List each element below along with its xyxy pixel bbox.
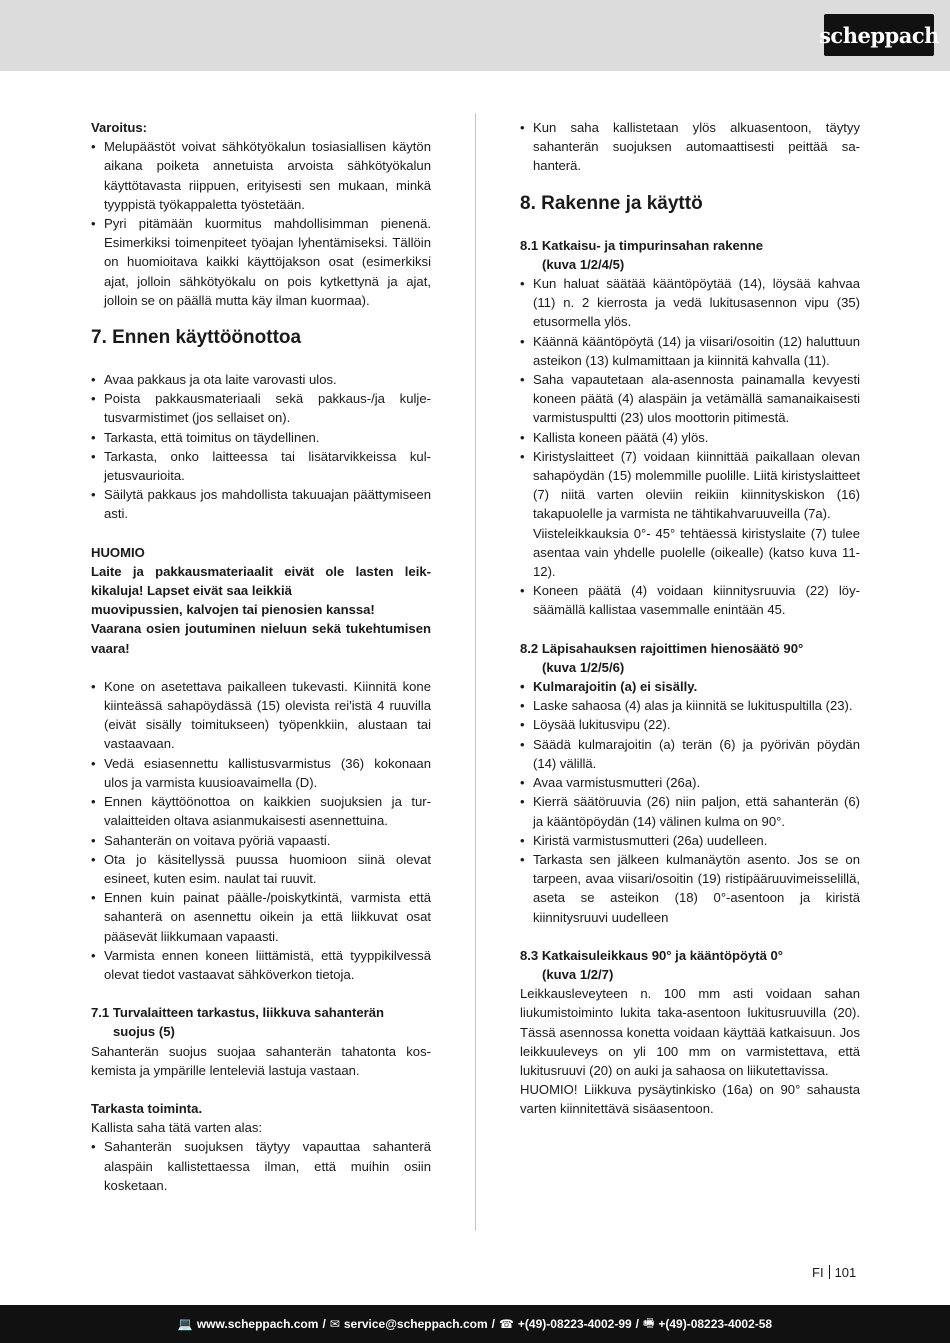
footer-bar: 💻 www.scheppach.com / ✉ service@scheppach.com / ☎ +(49)-08223-4002-99 / 🖷 +(49)-08223-4002-58 — [0, 1305, 950, 1343]
list-item: • Kun saha kallistetaan ylös alkuasentoon, täytyy sahanterän suojuksen automaattisesti peittää sahanterä. — [520, 118, 860, 176]
section-7-1-heading: 7.1 Turvalaitteen tarkastus, liikkuva sahanterän suojus (5) — [91, 1005, 385, 1040]
phone-icon: ☎ — [498, 1317, 514, 1331]
list-item: • Kiristyslaitteet (7) voidaan kiinnittää paikallaan olevan sahapöydän (15) molemmille puolille. Liitä kiristyslaitteet (7) niitä varten oleviin reikiin kiinnityskiskon (16) takapuolelle ja varmista ne tähtikahvaruuveilla (7a). — [520, 447, 860, 524]
check-text: Kallista saha tätä varten alas: — [91, 1120, 263, 1136]
list-item: • Laske sahaosa (4) alas ja kiinnitä se lukituspultilla (23). — [520, 696, 860, 715]
list-item: • Ennen käyttöönottoa on kaikkien suojuksien ja turvalaitteiden oltava asianmukaisesti asennettuina. — [91, 792, 431, 830]
list-item: • Käännä kääntöpöytä (14) ja viisari/osoitin (12) haluttuun asteikon (13) kulmamittaan ja kiinnitä kahvalla (11). — [520, 332, 860, 370]
footer-fax: +(49)-08223-4002-58 — [658, 1317, 773, 1331]
section-7-list-2 — [91, 677, 431, 984]
list-item: • Kun haluat säätää kääntöpöytää (14), löysää kahvaa (11) n. 2 kierrosta ja vedä lukitusasennon vipu (35) etusormella ylös. — [520, 274, 860, 332]
list-item: • Saha vapautetaan ala-asennosta painamalla kevyesti koneen päätä (4) alaspäin ja vetämällä samanaikaisesti varmistuspultti (23) ulos moottorin pitimestä. — [520, 370, 860, 428]
list-item: • Varmista ennen koneen liittämistä, että tyyppikilvessä olevat tiedot vastaavat sähköverkon tietoja. — [91, 946, 431, 984]
note-line: Laite ja pakkausmateriaalit eivät ole lasten leikkikaluja! Lapset eivät saa leikkiä — [91, 563, 431, 599]
section-8-1-list — [520, 274, 860, 620]
list-item: • Melupäästöt voivat sähkötyökalun tosiasiallisen käytön aikana poiketa annetuista arvoista sähkötyökalun käyttötavasta riippuen, erityisesti sen mukaan, minkä tyyppistä työkappaletta työstetään. — [91, 137, 431, 214]
page-number — [812, 1265, 856, 1280]
list-item: • Koneen päätä (4) voidaan kiinnitysruuvia (22) löysäämällä kallistaa vasemmalle enintään 45. — [520, 581, 860, 619]
header-bar — [0, 0, 950, 71]
right-column — [520, 118, 860, 1119]
fax-icon: 🖷 — [643, 1315, 655, 1330]
note-title: HUOMIO — [91, 544, 145, 560]
note-line: muovipussien, kalvojen tai pienosien kanssa! — [91, 602, 375, 618]
list-item: • Poista pakkausmateriaali sekä pakkaus-/ja kuljetusvarmistimet (jos sellaiset on). — [91, 389, 431, 427]
check-list — [91, 1137, 431, 1195]
list-item: • Kierrä säätöruuvia (26) niin paljon, että sahanterän (6) ja kääntöpöydän (14) välinen kulma on 90°. — [520, 792, 860, 830]
section-7-list — [91, 370, 431, 524]
brand-logo: scheppach — [824, 14, 934, 56]
check-title: Tarkasta toiminta. — [91, 1100, 203, 1116]
note-line: Vaarana osien joutuminen nieluun sekä tukehtumisen vaara! — [91, 621, 431, 656]
section-8-2-list — [520, 677, 860, 927]
list-item: • Sahanterän suojuksen täytyy vapauttaa sahanterä alaspäin kallistettaessa ilman, että muihin osiin kosketaan. — [91, 1137, 431, 1195]
list-item: • Sahanterän on voitava pyöriä vapaasti. — [91, 831, 431, 850]
footer-phone: +(49)-08223-4002-99 — [517, 1317, 632, 1331]
list-item: • Kone on asetettava paikalleen tukevasti. Kiinnitä kone kiinteässä sahapöydässä (15) olevista rei'istä 4 ruuvilla (eivät sisälly toimitukseen) työpenkkiin, alustaan tai vastaavaan. — [91, 677, 431, 754]
list-item: • Tarkasta, onko laitteessa tai lisätarvikkeissa kuljetusvaurioita. — [91, 447, 431, 485]
list-item: • Säilytä pakkaus jos mahdollista takuuajan päättymiseen asti. — [91, 485, 431, 523]
page-number-value: 101 — [834, 1265, 857, 1280]
footer-website[interactable]: www.scheppach.com — [196, 1317, 319, 1331]
column-divider — [475, 113, 476, 1231]
list-item: Viisteleikkauksia 0°- 45° tehtäessä kiristyslaite (7) tulee asentaa vain yhdelle puolelle (oikealle) (katso kuva 11-12). — [533, 525, 860, 580]
section-8-3-note: HUOMIO! Liikkuva pysäytinkisko (16a) on 90° sahausta varten kiinnitettävä sisäasentoon. — [520, 1082, 860, 1117]
list-item: • Avaa varmistusmutteri (26a). — [520, 773, 860, 792]
section-8-3-text: Leikkausleveyteen n. 100 mm asti voidaan sahan liukumistoiminto lukita taka-asentoon lukitusruuvilla (20). Tässä asennossa konetta voidaan käyttää katkaisuun. Jos leikkuuleveys on yli 100 mm on varmistettava, että lukitusruuvi (20) on auki ja sahaosa on liikutettavissa. — [520, 986, 860, 1078]
language-code: FI — [812, 1265, 824, 1280]
list-item: • Pyri pitämään kuormitus mahdollisimman pienenä. Esimerkiksi toimenpiteet työajan lyhentämiseksi. Tällöin on huomioitava kaikki käyttöjakson osat (esimerkiksi ajat, jolloin sähkötyökalu on pois kytkettynä ja ajat, jolloin se on päällä mutta käy ilman kuormaa). — [91, 214, 431, 310]
warning-title: Varoitus: — [91, 120, 148, 135]
section-8-heading: 8. Rakenne ja käyttö — [520, 192, 703, 214]
list-item: • Ota jo käsitellyssä puussa huomioon siinä olevat esineet, kuten esim. naulat tai ruuvit. — [91, 850, 431, 888]
computer-icon: 💻 — [177, 1317, 193, 1331]
list-item: • Tarkasta, että toimitus on täydellinen. — [91, 428, 431, 447]
left-column — [91, 118, 431, 1195]
mail-icon: ✉ — [329, 1317, 340, 1331]
continued-list — [520, 118, 860, 176]
list-item: • Avaa pakkaus ja ota laite varovasti ulos. — [91, 370, 431, 389]
list-item: • Kiristä varmistusmutteri (26a) uudelleen. — [520, 831, 860, 850]
list-item: • Kulmarajoitin (a) ei sisälly. — [520, 677, 860, 696]
section-7-heading: 7. Ennen käyttöönottoa — [91, 327, 302, 349]
footer-email[interactable]: service@scheppach.com — [343, 1317, 488, 1331]
list-item: • Vedä esiasennettu kallistusvarmistus (36) kokonaan ulos ja varmista kuusioavaimella (D). — [91, 754, 431, 792]
section-8-2-heading: 8.2 Läpisahauksen rajoittimen hienosäätö 90° (kuva 1/2/5/6) — [520, 640, 804, 675]
list-item: • Tarkasta sen jälkeen kulmanäytön asento. Jos se on tarpeen, avaa viisari/osoitin (19) ristipääruuvimeisselillä, aseta se asteikon (18) 0°-asentoon ja kiristä kiinnitysruuvi uudelleen — [520, 850, 860, 927]
section-8-1-heading: 8.1 Katkaisu- ja timpurinsahan rakenne (kuva 1/2/4/5) — [520, 237, 764, 272]
section-7-1-text: Sahanterän suojus suojaa sahanterän tahatonta koskemista ja ympärille lenteleviä lastuja vastaan. — [91, 1043, 431, 1078]
list-item: • Kallista koneen päätä (4) ylös. — [520, 428, 860, 447]
list-item: • Ennen kuin painat päälle-/poiskytkintä, varmista että sahanterä on asennettu oikein ja että liikkuvat osat pääsevät liikkumaan vapaasti. — [91, 888, 431, 946]
list-item: • Löysää lukitusvipu (22). — [520, 715, 860, 734]
section-8-3-heading: 8.3 Katkaisuleikkaus 90° ja kääntöpöytä 0° (kuva 1/2/7) — [520, 947, 784, 982]
list-item: • Säädä kulmarajoitin (a) terän (6) ja pyörivän pöydän (14) välillä. — [520, 735, 860, 773]
warning-list — [91, 137, 431, 310]
